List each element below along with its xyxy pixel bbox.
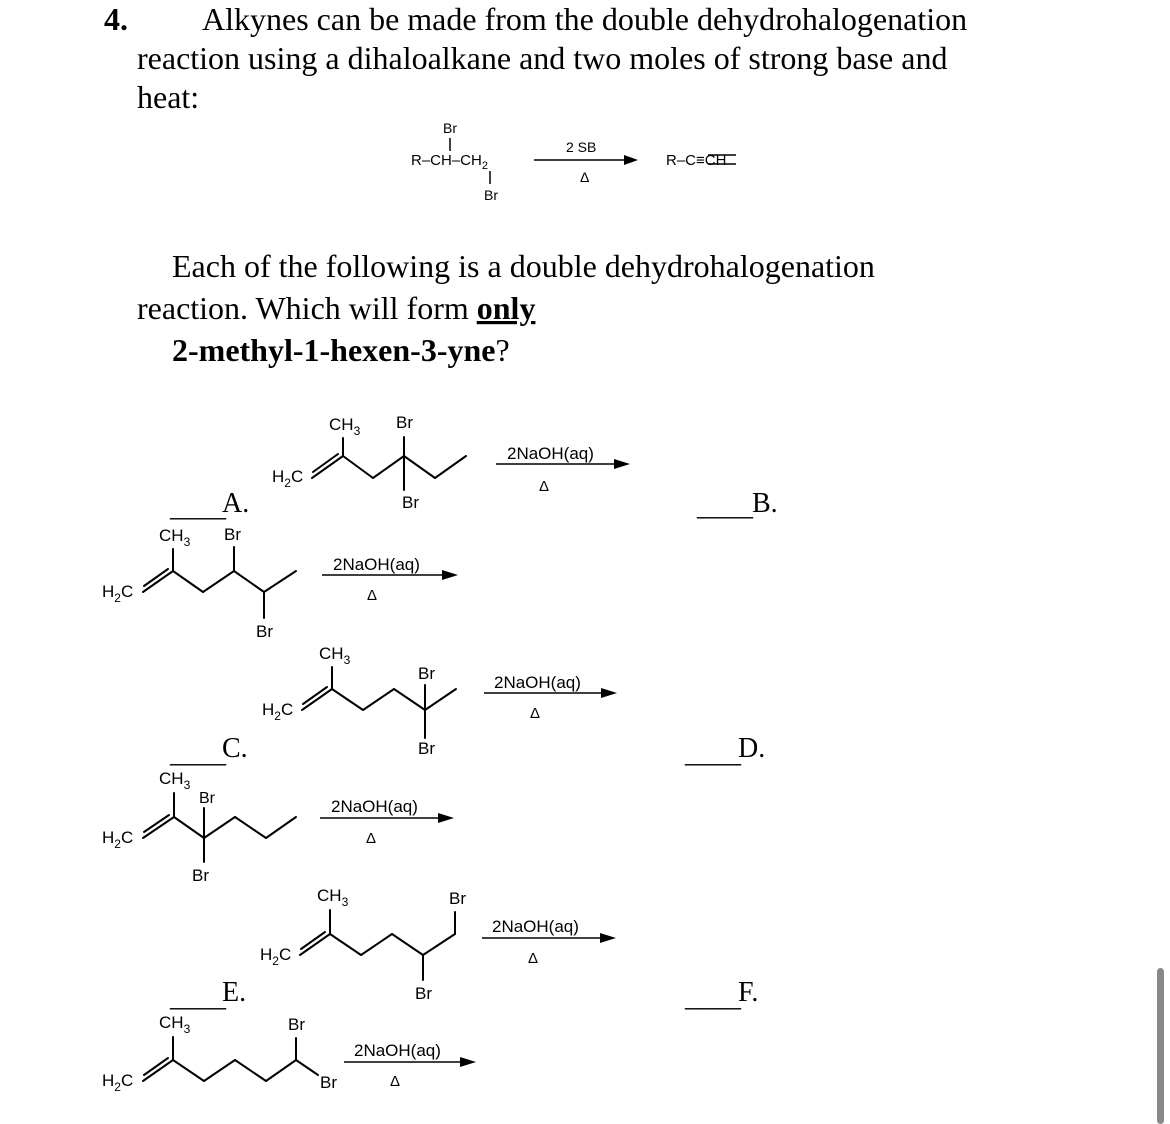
ch3-label: $CH_3$	[317, 886, 349, 909]
label-c: C.	[222, 733, 248, 764]
h2c-label: $H_2C$	[260, 945, 292, 968]
prompt-line-2: reaction. Which will form only	[137, 290, 536, 326]
answer-blank-d[interactable]: ____	[685, 738, 741, 769]
reagent-d: 2NaOH(aq)	[494, 673, 581, 692]
scheme-reagent: 2 SB	[566, 139, 597, 155]
answer-blank-a[interactable]: ____	[170, 492, 226, 523]
scheme-product: R–C≡CH	[666, 152, 727, 169]
reagent-c: 2NaOH(aq)	[331, 797, 418, 816]
reaction-d	[262, 644, 765, 769]
answer-blank-e[interactable]: ____	[170, 982, 226, 1013]
br-label: Br	[256, 622, 273, 641]
h2c-label: $H_2C$	[102, 1071, 134, 1094]
h2c-label: $H_2C$	[102, 582, 134, 605]
h2c-label: $H_2C$	[272, 467, 304, 490]
label-e: E.	[222, 977, 247, 1008]
br-label: Br	[402, 493, 419, 512]
heat-b: Δ	[539, 478, 550, 495]
reaction-b	[272, 413, 778, 522]
label-f: F.	[738, 977, 759, 1008]
general-reaction-scheme	[411, 120, 736, 203]
br-label: Br	[396, 413, 413, 432]
br-label: Br	[415, 984, 432, 1003]
reagent-b: 2NaOH(aq)	[507, 444, 594, 463]
ch3-label: $CH_3$	[329, 415, 361, 438]
intro-line-2: reaction using a dihaloalkane and two moles of strong base and	[137, 40, 948, 76]
ch3-label: $CH_3$	[159, 526, 191, 549]
heat-d: Δ	[530, 705, 541, 722]
label-b: B.	[752, 488, 778, 519]
reagent-a: 2NaOH(aq)	[333, 555, 420, 574]
br-label: Br	[320, 1073, 337, 1092]
br-label: Br	[288, 1015, 305, 1034]
answer-blank-b[interactable]: ____	[697, 491, 753, 522]
br-label: Br	[224, 525, 241, 544]
br-label: Br	[418, 739, 435, 758]
reagent-e: 2NaOH(aq)	[354, 1041, 441, 1060]
intro-line-3: heat:	[137, 79, 200, 115]
ch3-label: $CH_3$	[159, 1013, 191, 1036]
reaction-c	[102, 733, 454, 885]
target-compound: 2-methyl-1-hexen-3-yne?	[172, 332, 510, 368]
br-label: Br	[449, 889, 466, 908]
br-label: Br	[418, 664, 435, 683]
intro-line-1: Alkynes can be made from the double dehydrohalogenation	[202, 1, 968, 37]
prompt-line-1: Each of the following is a double dehydrohalogenation	[172, 248, 875, 284]
br-label: Br	[199, 790, 215, 807]
reaction-f	[260, 886, 758, 1013]
label-a: A.	[222, 488, 250, 519]
heat-e: Δ	[390, 1073, 401, 1090]
scheme-reactant: $R-CH-CH_2$	[411, 152, 488, 172]
answer-blank-f[interactable]: ____	[685, 982, 741, 1013]
ch3-label: $CH_3$	[159, 769, 191, 792]
ch3-label: $CH_3$	[319, 644, 351, 667]
scheme-heat: Δ	[580, 169, 590, 185]
heat-c: Δ	[366, 830, 377, 847]
label-d: D.	[738, 733, 766, 764]
scheme-br-top: Br	[443, 120, 457, 136]
reagent-f: 2NaOH(aq)	[492, 917, 579, 936]
h2c-label: $H_2C$	[102, 828, 134, 851]
answer-blank-c[interactable]: ____	[170, 738, 226, 769]
h2c-label: $H_2C$	[262, 700, 294, 723]
heat-f: Δ	[528, 950, 539, 967]
scrollbar-thumb[interactable]	[1157, 968, 1164, 1124]
scheme-br-bottom: Br	[484, 187, 498, 203]
heat-a: Δ	[367, 587, 378, 604]
br-label: Br	[192, 866, 209, 885]
question-number: 4.	[104, 1, 128, 37]
